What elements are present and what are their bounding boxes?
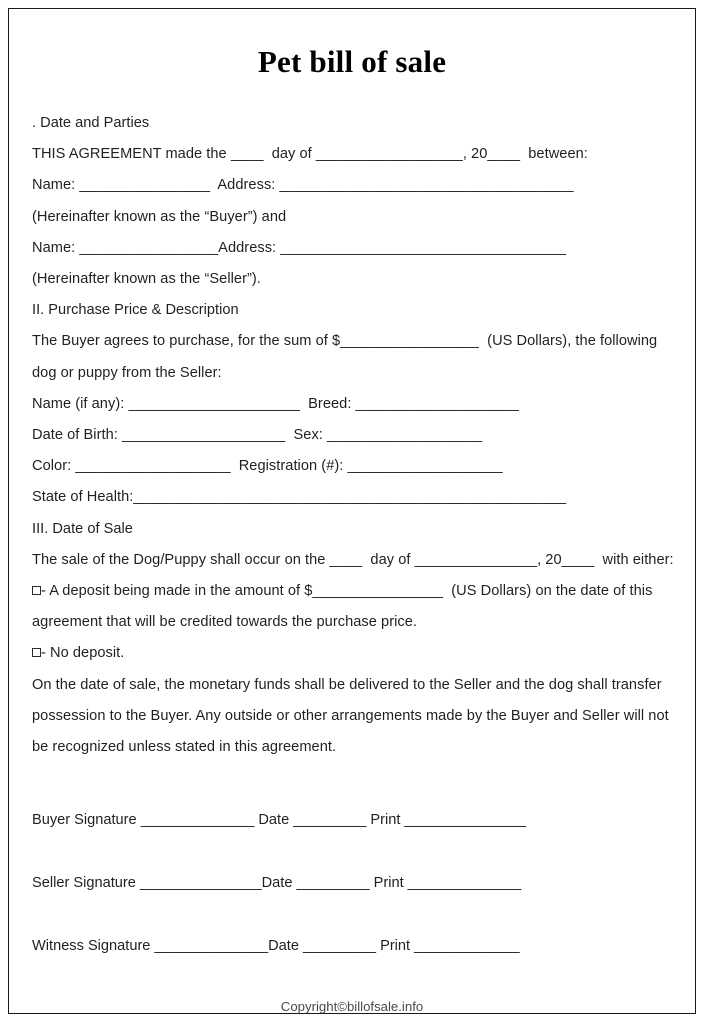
agreement-date-line: THIS AGREEMENT made the ____ day of __________________, 20____ between: xyxy=(32,146,588,163)
purchase-sum-line: The Buyer agrees to purchase, for the sum of $_________________ (US Dollars), the following xyxy=(32,333,658,350)
buyer-name-address-line: Name: ________________ Address: ____________________________________ xyxy=(32,177,574,194)
option-no-deposit-label: - No deposit. xyxy=(41,645,125,662)
option-deposit-label: - A deposit being made in the amount of $________________ (US Dollars) on the date of this xyxy=(41,583,653,600)
section-heading-date-and-parties: . Date and Parties xyxy=(32,115,150,131)
pet-color-registration-line: Color: ___________________ Registration (#): ___________________ xyxy=(32,458,503,475)
seller-signature-line: Seller Signature _______________Date _________ Print ______________ xyxy=(32,875,522,891)
pet-name-breed-line: Name (if any): _____________________ Breed: ____________________ xyxy=(32,395,519,412)
option-deposit-row xyxy=(32,576,677,607)
option-no-deposit-row xyxy=(32,638,677,669)
buyer-signature-line: Buyer Signature ______________ Date _________ Print _______________ xyxy=(32,812,527,828)
section-heading-date-of-sale: III. Date of Sale xyxy=(32,520,133,537)
option-deposit-continued: agreement that will be credited towards the purchase price. xyxy=(32,614,418,631)
document-body xyxy=(32,108,677,763)
closing-paragraph: On the date of sale, the monetary funds shall be delivered to the Seller and the dog shall transfer possession to the Buyer. Any outside or other arrangements made by the Buyer and Seller will not be recognized unless stated in this agreement. xyxy=(32,676,669,756)
footer-copyright: Copyright©billofsale.info xyxy=(280,999,424,1014)
section-heading-purchase-price: II. Purchase Price & Description xyxy=(32,302,239,319)
purchase-sum-line-continued: dog or puppy from the Seller: xyxy=(32,364,222,381)
page-title: Pet bill of sale xyxy=(257,44,447,79)
pet-dob-sex-line: Date of Birth: ____________________ Sex: ___________________ xyxy=(32,427,483,444)
pet-state-of-health-line: State of Health:_____________________________________________________ xyxy=(32,489,567,506)
seller-hereinafter-note: (Hereinafter known as the “Seller”). xyxy=(32,271,261,288)
witness-signature-line: Witness Signature ______________Date _________ Print _____________ xyxy=(32,938,520,954)
buyer-hereinafter-note: (Hereinafter known as the “Buyer”) and xyxy=(32,208,287,225)
sale-occurrence-line: The sale of the Dog/Puppy shall occur on the ____ day of _______________, 20____ with either: xyxy=(32,551,674,568)
signature-block xyxy=(32,810,677,956)
seller-name-address-line: Name: _________________Address: ___________________________________ xyxy=(32,239,567,256)
checkbox-no-deposit-icon[interactable] xyxy=(32,648,41,657)
document-page xyxy=(8,8,696,1014)
checkbox-deposit-icon[interactable] xyxy=(32,586,41,595)
